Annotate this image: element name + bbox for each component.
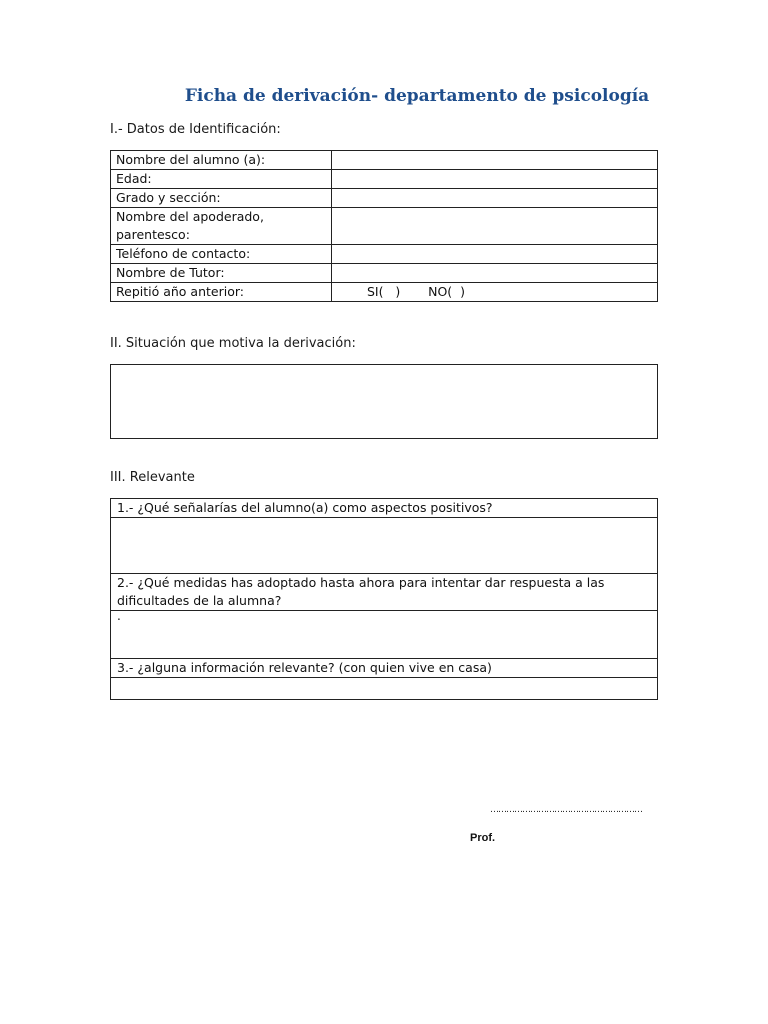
- table-row: [111, 151, 658, 170]
- tutor-field[interactable]: [332, 264, 658, 283]
- table-row: [111, 170, 658, 189]
- signature-line: …………………………………………………: [490, 805, 642, 815]
- table-row: [111, 518, 658, 574]
- question-2-text: 2.- ¿Qué medidas has adoptado hasta ahora para intentar dar respuesta a las dificultades de la alumna?: [111, 574, 658, 611]
- section-identification-heading: I.- Datos de Identificación:: [110, 122, 281, 137]
- table-row: [111, 611, 658, 659]
- age-field[interactable]: [332, 170, 658, 189]
- grade-section-label: Grado y sección:: [111, 189, 332, 208]
- table-row: [111, 574, 658, 611]
- table-row: [111, 245, 658, 264]
- age-label: Edad:: [111, 170, 332, 189]
- table-row: [111, 283, 658, 302]
- question-1-answer[interactable]: [111, 518, 658, 574]
- identification-table: [110, 150, 658, 302]
- guardian-field[interactable]: [332, 208, 658, 245]
- document-title: Ficha de derivación- departamento de psicología: [184, 86, 650, 106]
- tutor-label: Nombre de Tutor:: [111, 264, 332, 283]
- phone-label: Teléfono de contacto:: [111, 245, 332, 264]
- question-1-text: 1.- ¿Qué señalarías del alumno(a) como aspectos positivos?: [111, 499, 658, 518]
- section-situation-heading: II. Situación que motiva la derivación:: [110, 336, 356, 351]
- repeated-year-label: Repitió año anterior:: [111, 283, 332, 302]
- section-relevant-heading: III. Relevante: [110, 470, 195, 485]
- student-name-label: Nombre del alumno (a):: [111, 151, 332, 170]
- table-row: [111, 189, 658, 208]
- relevant-table: [110, 498, 658, 700]
- signature-label: Prof.: [470, 832, 496, 844]
- table-row: [111, 264, 658, 283]
- situation-answer-box[interactable]: [110, 364, 658, 439]
- question-3-text: 3.- ¿alguna información relevante? (con quien vive en casa): [111, 659, 658, 678]
- question-3-answer[interactable]: [111, 678, 658, 700]
- question-2-answer[interactable]: .: [111, 611, 658, 659]
- table-row: [111, 208, 658, 245]
- table-row: [111, 499, 658, 518]
- repeated-year-options[interactable]: SI( ) NO( ): [332, 283, 658, 302]
- grade-section-field[interactable]: [332, 189, 658, 208]
- guardian-label: Nombre del apoderado, parentesco:: [111, 208, 332, 245]
- table-row: [111, 678, 658, 700]
- student-name-field[interactable]: [332, 151, 658, 170]
- phone-field[interactable]: [332, 245, 658, 264]
- table-row: [111, 659, 658, 678]
